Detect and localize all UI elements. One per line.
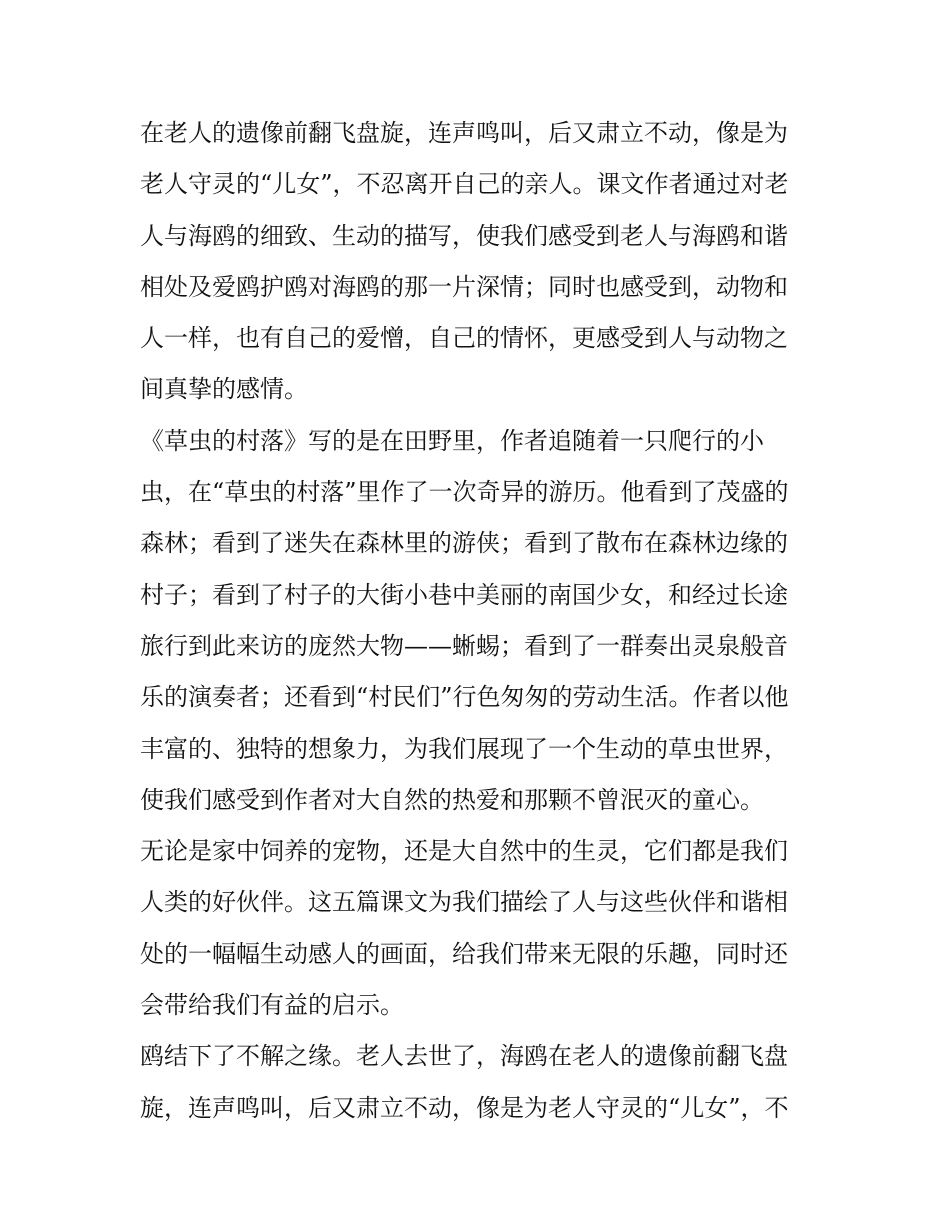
text-line: 老人守灵的“儿女”，不忍离开自己的亲人。课文作者通过对老 bbox=[140, 170, 789, 199]
body-text bbox=[140, 108, 820, 1134]
text-line: 鸥结下了不解之缘。老人去世了，海鸥在老人的遗像前翻飞盘 bbox=[140, 1042, 788, 1071]
text-line: 人与海鸥的细致、生动的描写，使我们感受到老人与海鸥和谐 bbox=[140, 221, 788, 250]
text-line: 村子；看到了村子的大街小巷中美丽的南国少女，和经过长途 bbox=[140, 580, 788, 609]
text-line: 旅行到此来访的庞然大物——蜥蜴；看到了一群奏出灵泉般音 bbox=[140, 631, 788, 660]
text-line: 无论是家中饲养的宠物，还是大自然中的生灵，它们都是我们 bbox=[140, 837, 788, 866]
text-line: 使我们感受到作者对大自然的热爱和那颗不曾泯灭的童心。 bbox=[140, 785, 764, 814]
text-line: 森林；看到了迷失在森林里的游侠；看到了散布在森林边缘的 bbox=[140, 529, 788, 558]
text-line: 旋，连声鸣叫，后又肃立不动，像是为老人守灵的“儿女”，不 bbox=[140, 1093, 789, 1122]
text-line: 间真挚的感情。 bbox=[140, 375, 308, 404]
text-line: 虫，在“草虫的村落”里作了一次奇异的游历。他看到了茂盛的 bbox=[140, 478, 789, 507]
text-line: 在老人的遗像前翻飞盘旋，连声鸣叫，后又肃立不动，像是为 bbox=[140, 119, 788, 147]
text-line: 人一样，也有自己的爱憎，自己的情怀，更感受到人与动物之 bbox=[140, 324, 788, 353]
text-line: 人类的好伙伴。这五篇课文为我们描绘了人与这些伙伴和谐相 bbox=[140, 888, 788, 917]
text-line: 相处及爱鸥护鸥对海鸥的那一片深情；同时也感受到，动物和 bbox=[140, 272, 788, 301]
text-line: 会带给我们有益的启示。 bbox=[140, 991, 404, 1020]
text-line: 处的一幅幅生动感人的画面，给我们带来无限的乐趣，同时还 bbox=[140, 939, 788, 968]
text-line: 乐的演奏者；还看到“村民们”行色匆匆的劳动生活。作者以他 bbox=[140, 683, 789, 712]
text-line: 丰富的、独特的想象力，为我们展现了一个生动的草虫世界， bbox=[140, 734, 788, 763]
text-line: 《草虫的村落》写的是在田野里，作者追随着一只爬行的小 bbox=[140, 426, 764, 455]
